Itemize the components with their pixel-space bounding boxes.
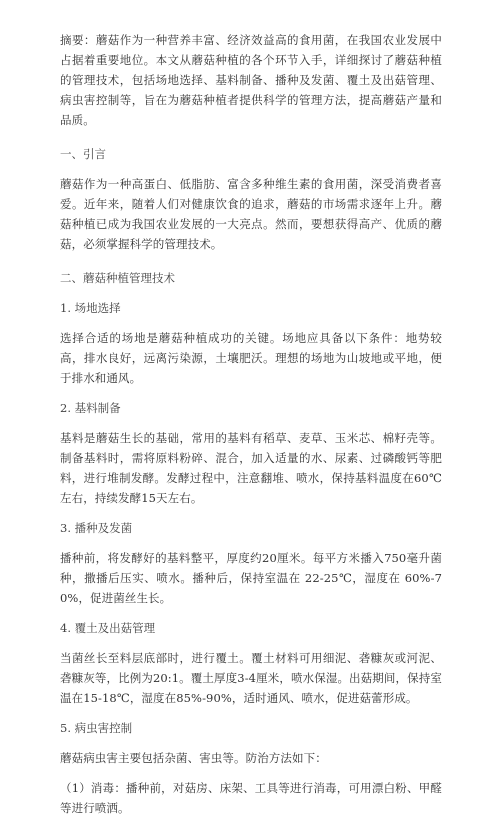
subsection-heading-site: 1. 场地选择 bbox=[60, 301, 121, 315]
subsection-heading-substrate: 2. 基料制备 bbox=[60, 401, 121, 415]
subsection-heading-casing: 4. 覆土及出菇管理 bbox=[60, 621, 156, 635]
pest-control-paragraph: 蘑菇病虫害主要包括杂菌、害虫等。防治方法如下： bbox=[60, 751, 327, 765]
document-body bbox=[60, 30, 442, 818]
introduction-paragraph: 蘑菇作为一种高蛋白、低脂肪、富含多种维生素的食用菌，深受消费者喜爱。近年来，随着人们对健康饮食的追求，蘑菇的市场需求逐年上升。蘑菇种植已成为我国农业发展的一大亮点。然而，要想获得高产、优质的蘑菇，必须掌握科学的管理技术。 bbox=[60, 177, 442, 251]
substrate-paragraph: 基料是蘑菇生长的基础，常用的基料有稻草、麦草、玉米芯、棉籽壳等。制备基料时，需将原料粉碎、混合，加入适量的水、尿素、过磷酸钙等肥料，进行堆制发酵。发酵过程中，注意翻堆、喷水，保持基料温度在60℃左右，持续发酵15天左右。 bbox=[60, 431, 442, 505]
subsection-heading-sowing: 3. 播种及发菌 bbox=[60, 521, 133, 535]
pest-control-item-1: （1）消毒：播种前，对菇房、床架、工具等进行消毒，可用漂白粉、甲醛等进行喷洒。 bbox=[60, 781, 442, 815]
casing-paragraph: 当菌丝长至料层底部时，进行覆土。覆土材料可用细泥、砻糠灰或河泥、砻糠灰等，比例为20:1。覆土厚度3-4厘米，喷水保湿。出菇期间，保持室温在15-18℃，湿度在85%-90%，适时通风、喷水，促进菇蕾形成。 bbox=[60, 651, 442, 705]
section-heading-techniques: 二、蘑菇种植管理技术 bbox=[60, 271, 175, 285]
site-paragraph: 选择合适的场地是蘑菇种植成功的关键。场地应具备以下条件：地势较高，排水良好，远离污染源，土壤肥沃。理想的场地为山坡地或平地，便于排水和通风。 bbox=[60, 331, 442, 385]
subsection-heading-pest-control: 5. 病虫害控制 bbox=[60, 721, 133, 735]
sowing-paragraph: 播种前，将发酵好的基料整平，厚度约20厘米。每平方米播入750毫升菌种，撒播后压实、喷水。播种后，保持室温在 22-25℃，湿度在 60%-70%，促进菌丝生长。 bbox=[60, 551, 442, 605]
abstract-paragraph: 摘要：蘑菇作为一种营养丰富、经济效益高的食用菌，在我国农业发展中占据着重要地位。本文从蘑菇种植的各个环节入手，详细探讨了蘑菇种植的管理技术，包括场地选择、基料制备、播种及发菌、覆土及出菇管理、病虫害控制等，旨在为蘑菇种植者提供科学的管理方法，提高蘑菇产量和品质。 bbox=[60, 33, 442, 127]
section-heading-introduction: 一、引言 bbox=[60, 147, 106, 161]
